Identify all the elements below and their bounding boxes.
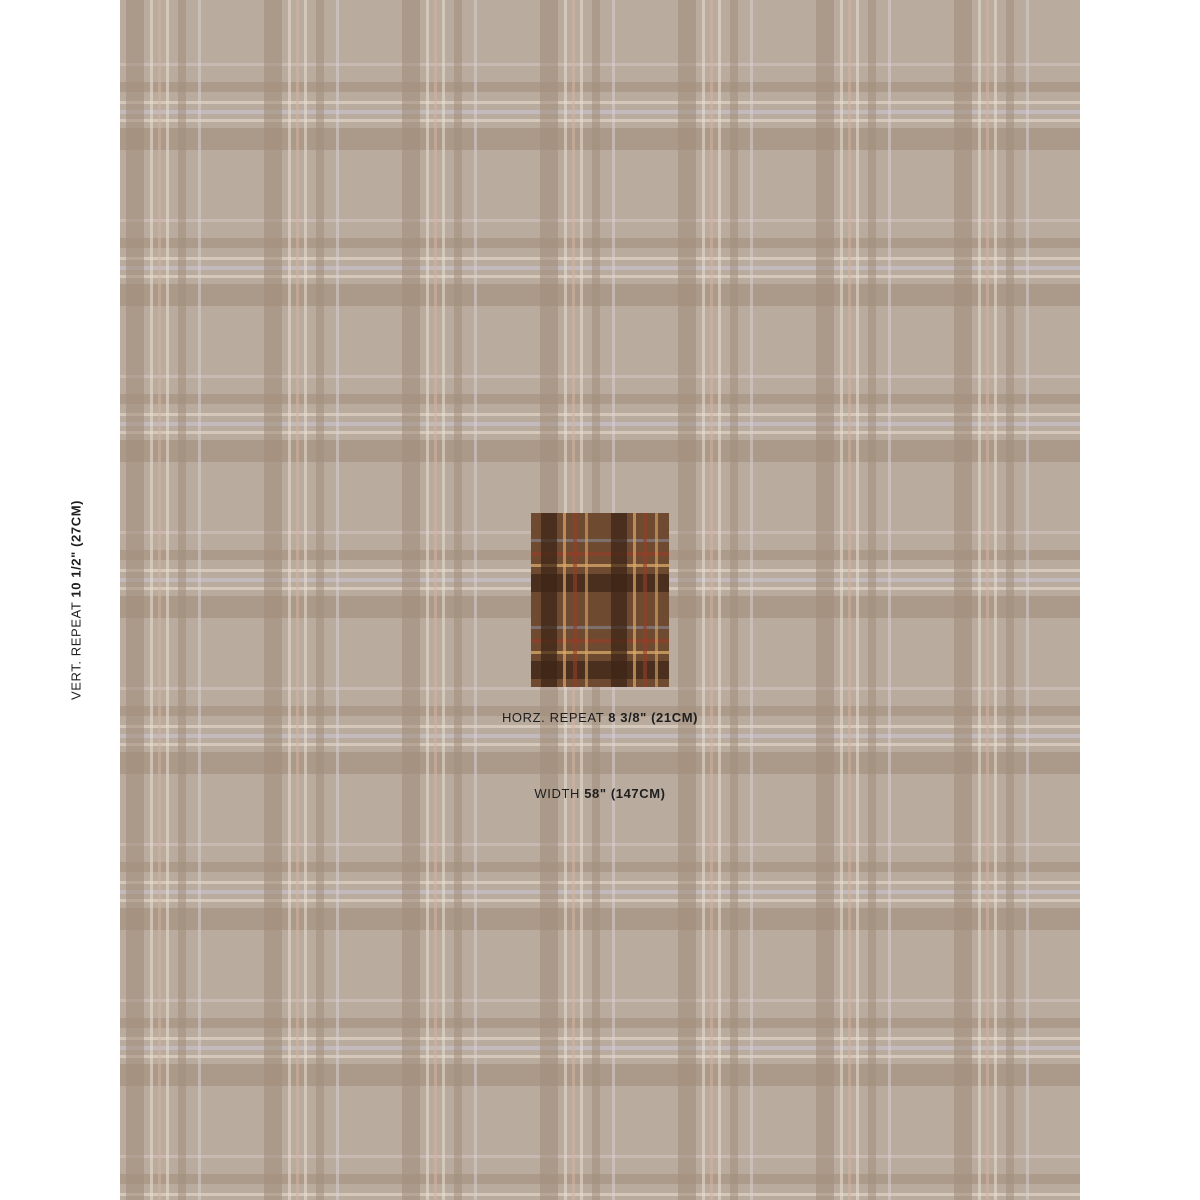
vertical-repeat-label: [69, 500, 84, 700]
vertical-repeat-value: 10 1/2" (27CM): [68, 499, 84, 598]
width-prefix: WIDTH: [534, 786, 580, 801]
vertical-repeat-prefix: VERT. REPEAT: [68, 601, 84, 701]
horizontal-repeat-prefix: HORZ. REPEAT: [501, 710, 605, 725]
width-label: [0, 786, 1200, 801]
width-value: 58" (147CM): [584, 786, 666, 801]
fabric-swatch-thumbnail[interactable]: [531, 513, 669, 687]
horizontal-repeat-label: [0, 710, 1200, 725]
horizontal-repeat-value: 8 3/8" (21CM): [608, 710, 699, 725]
